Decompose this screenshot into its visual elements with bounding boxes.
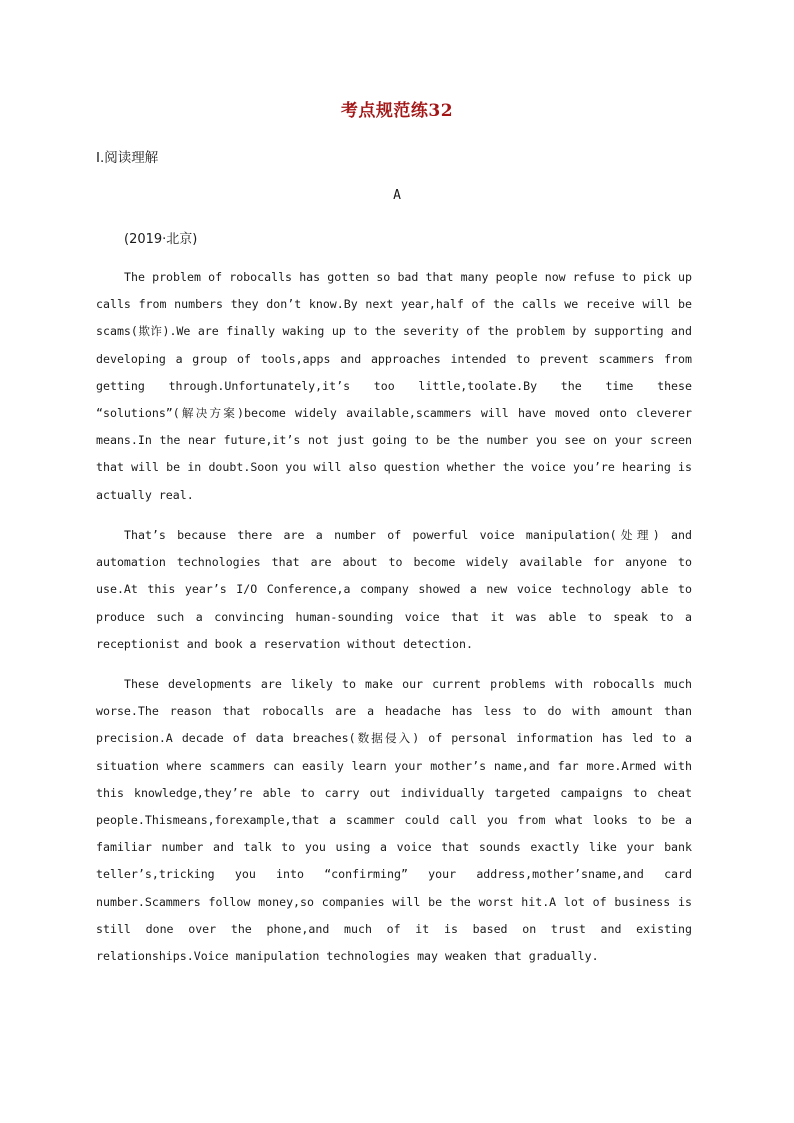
page-title: 考点规范练32 bbox=[340, 101, 454, 121]
paragraph-1: The problem of robocalls has gotten so bad that many people now refuse to pick up calls from numbers they don’t know.By next year,half of the calls we receive will be scams(欺诈).We are finally waking up to the severity of the problem by supporting and developing a group of tools,apps and approaches intended to prevent scammers from getting through.Unfortunately,it’s too little,toolate.By the time these “solutions”(解决方案)become widely available,scammers will have moved onto cleverer means.In the near future,it’s not just going to be the number you see on your screen that will be in doubt.Soon you will also question whether the voice you’re hearing is actually real. bbox=[96, 270, 692, 502]
section-heading: Ⅰ.阅读理解 bbox=[96, 150, 159, 166]
passage-label: A bbox=[393, 188, 401, 203]
source-note: (2019·北京) bbox=[124, 232, 198, 247]
paragraph-2: That’s because there are a number of powerful voice manipulation(处理) and automation technologies that are about to become widely available for anyone to use.At this year’s I/O Conference,a company showed a new voice technology able to produce such a convincing human-sounding voice that it was able to speak to a receptionist and book a reservation without detection. bbox=[96, 528, 692, 651]
paragraph-3: These developments are likely to make our current problems with robocalls much worse.The reason that robocalls are a headache has less to do with amount than precision.A decade of data breaches(数据侵入) of personal information has led to a situation where scammers can easily learn your mother’s name,and far more.Armed with this knowledge,they’re able to carry out individually targeted campaigns to cheat people.Thismeans,forexample,that a scammer could call you from what looks to be a familiar number and talk to you using a voice that sounds exactly like your bank teller’s,tricking you into “confirming” your address,mother’sname,and card number.Scammers follow money,so companies will be the worst hit.A lot of business is still done over the phone,and much of it is based on trust and existing relationships.Voice manipulation technologies may weaken that gradually. bbox=[96, 677, 692, 964]
